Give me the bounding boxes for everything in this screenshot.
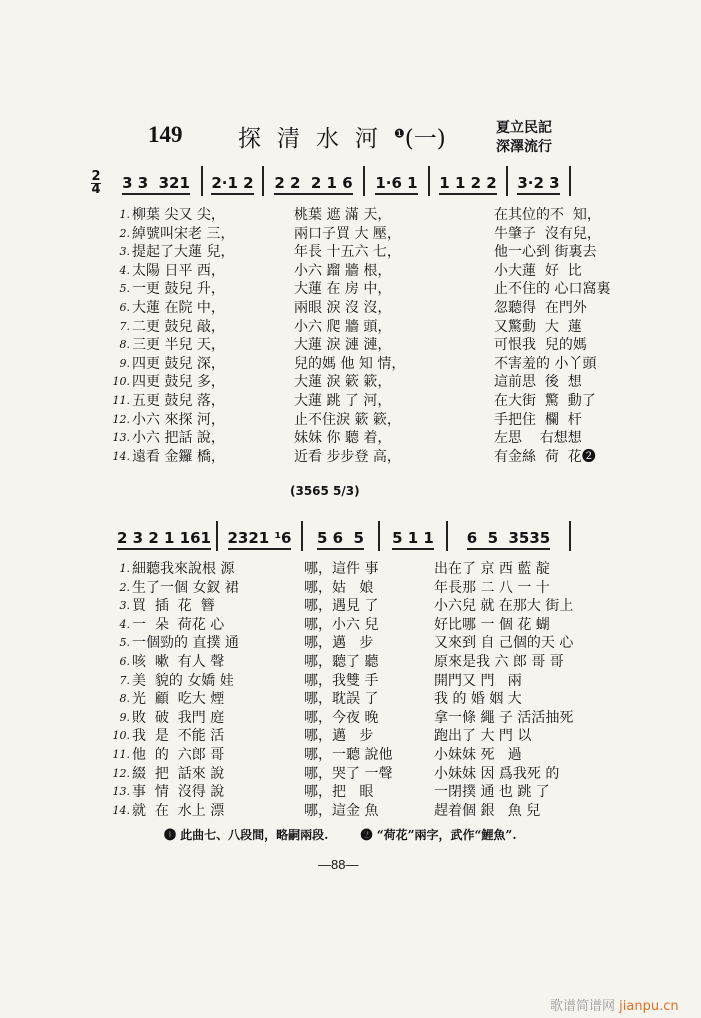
- verse-line: [108, 448, 694, 467]
- verses-section-1: [108, 206, 694, 466]
- lyric-segment: 哪，哭了 一聲: [304, 765, 393, 782]
- lyric-segment: 跑出了 大 門 以: [434, 728, 532, 745]
- verse-line: [108, 355, 694, 374]
- lyric-segment: 柳葉 尖又 尖，: [132, 207, 225, 223]
- barline: [428, 166, 430, 196]
- interlude: (3565 5/3): [290, 484, 360, 498]
- lyric-segment: 就 在 水上 漂: [132, 802, 225, 819]
- lyric-segment: 大蓮 淚 簌 簌，: [294, 374, 392, 391]
- verse-number: 2.: [119, 226, 130, 240]
- measure-8-box: [220, 528, 299, 550]
- lyric-segment: 買 插 花 簪: [132, 598, 215, 615]
- barline: [216, 521, 218, 551]
- lyric-segment: 遠看 金鑼 橋，: [132, 448, 225, 465]
- lyric-segment: 開門又 門 兩: [434, 672, 522, 689]
- verse-line: [108, 746, 694, 765]
- verse-number: 12.: [112, 412, 130, 426]
- lyric-segment: 一更 鼓兒 升，: [132, 281, 225, 298]
- verse-number: 13.: [112, 431, 130, 445]
- footnote-2: ❷ “荷花”兩字，武作“鯉魚”.: [360, 828, 517, 842]
- verse-number: 8.: [119, 338, 130, 352]
- verse-number: 14.: [112, 803, 130, 817]
- verse-line: [108, 727, 694, 746]
- verse-line: [108, 765, 694, 784]
- verse-line: [108, 579, 694, 598]
- lyric-segment: 哪，我雙 手: [304, 672, 379, 689]
- verse-number: 2.: [119, 580, 130, 594]
- verse-line: [108, 690, 694, 709]
- verse-line: [108, 597, 694, 616]
- lyric-segment: 忽聽得 在門外: [494, 299, 587, 316]
- time-top: 2: [91, 169, 101, 184]
- measure-8: 2321 ¹6: [228, 529, 292, 550]
- lyric-segment: 止不住淚 簌 簌，: [294, 411, 401, 428]
- lyric-segment: 哪，今夜 晚: [304, 709, 379, 726]
- lyric-segment: 細聽我來說根 源: [132, 561, 235, 577]
- verse-line: [108, 336, 694, 355]
- verse-number: 11.: [112, 747, 130, 761]
- lyric-segment: 哪，邁 步: [304, 635, 374, 652]
- verse-number: 12.: [112, 766, 130, 780]
- lyric-segment: 在大街 驚 動了: [494, 392, 596, 409]
- lyric-segment: 大蓮 在 房 中，: [294, 281, 392, 298]
- lyric-segment: 桃葉 遮 滿 天，: [294, 207, 392, 223]
- measure-11-box: [450, 528, 567, 550]
- credits: [496, 119, 552, 157]
- watermark: [550, 995, 679, 1014]
- barline: [569, 521, 571, 551]
- measure-7-box: [114, 528, 214, 550]
- lyric-segment: 一 朵 荷花 心: [132, 616, 225, 633]
- verse-line: [108, 225, 694, 244]
- lyric-segment: 年長那 二 八 一 十: [434, 579, 550, 596]
- verse-number: 5.: [119, 282, 130, 296]
- measure-6: 3·2 3: [517, 174, 559, 195]
- lyric-segment: 小大蓮 好 比: [494, 262, 582, 279]
- watermark-url: jianpu.cn: [619, 999, 679, 1014]
- measure-9: 5 6 5: [317, 529, 364, 550]
- measure-10: 5 1 1: [392, 529, 434, 550]
- lyric-segment: 我 的 婚 姻 大: [434, 691, 522, 708]
- lyric-segment: 小妹妹 死 過: [434, 746, 522, 763]
- verse-number: 10.: [112, 729, 130, 743]
- lyric-segment: 出在了 京 西 藍 靛: [434, 561, 550, 577]
- lyric-segment: 他一心到 街裏去: [494, 244, 597, 261]
- lyric-segment: 小六 蹓 牆 根，: [294, 262, 392, 279]
- lyric-segment: 不害羞的 小丫頭: [494, 355, 597, 372]
- lyric-segment: 二更 鼓兒 敲，: [132, 318, 225, 335]
- lyric-segment: 敗 破 我門 庭: [132, 709, 225, 726]
- lyric-segment: 好比哪 一 個 花 蝴: [434, 616, 550, 633]
- measure-6-box: [510, 173, 567, 195]
- lyric-segment: 趕着個 銀 魚 兒: [434, 802, 541, 819]
- verse-number: 6.: [119, 300, 130, 314]
- measure-2: 2·1 2: [211, 174, 253, 195]
- song-title: [238, 120, 446, 153]
- measure-1: 3 3 321: [122, 174, 190, 195]
- measure-11: 6 5 3535: [467, 529, 551, 550]
- lyric-segment: 咳 嗽 有人 聲: [132, 653, 225, 670]
- lyric-segment: 綴 把 話來 說: [132, 765, 225, 782]
- barline: [506, 166, 508, 196]
- barline: [262, 166, 264, 196]
- measure-4-box: [367, 173, 426, 195]
- lyric-segment: 妹妹 你 聽 着，: [294, 430, 392, 447]
- verse-number: 7.: [119, 319, 130, 333]
- verse-line: [108, 243, 694, 262]
- verse-line: [108, 392, 694, 411]
- verse-line: [108, 672, 694, 691]
- barline: [301, 521, 303, 551]
- lyric-segment: 哪，邁 步: [304, 728, 374, 745]
- lyric-segment: 提起了大蓮 兒，: [132, 244, 235, 261]
- verse-line: [108, 318, 694, 337]
- verse-number: 4.: [119, 617, 130, 631]
- measure-7: 2 3 2 1 161: [117, 529, 211, 550]
- verse-line: [108, 411, 694, 430]
- verse-number: 3.: [119, 245, 130, 259]
- verse-number: 7.: [119, 673, 130, 687]
- lyric-segment: 大蓮 跳 了 河，: [294, 392, 392, 409]
- lyric-segment: 哪，耽誤 了: [304, 691, 379, 708]
- lyric-segment: 太陽 日平 西，: [132, 262, 225, 279]
- lyric-segment: 哪，姑 娘: [304, 579, 374, 596]
- verse-line: [108, 616, 694, 635]
- lyric-segment: 哪，一聽 說他: [304, 746, 393, 763]
- lyric-segment: 我 是 不能 活: [132, 728, 225, 745]
- verse-line: [108, 653, 694, 672]
- lyric-segment: 可恨我 兒的媽: [494, 337, 587, 354]
- lyric-segment: 哪，遇見 了: [304, 598, 379, 615]
- time-signature: [91, 171, 101, 196]
- lyric-segment: 哪，聽了 聽: [304, 653, 379, 670]
- lyric-segment: 生了一個 女釵 裙: [132, 579, 239, 596]
- verse-line: [108, 709, 694, 728]
- verse-number: 5.: [119, 636, 130, 650]
- measure-3: 2 2 2 1 6: [274, 174, 352, 195]
- verse-number: 1.: [119, 208, 130, 221]
- verse-line: [108, 262, 694, 281]
- lyric-segment: 兩口子買 大 壓，: [294, 225, 401, 242]
- lyric-segment: 綽號叫宋老 三，: [132, 225, 235, 242]
- verse-line: [108, 280, 694, 299]
- measure-10-box: [382, 528, 444, 550]
- verse-number: 6.: [119, 654, 130, 668]
- lyric-segment: 在其位的不 知，: [494, 207, 601, 223]
- lyric-segment: 小妹妹 因 爲我死 的: [434, 765, 560, 782]
- lyric-segment: 兩眼 淚 沒 沒，: [294, 299, 392, 316]
- lyric-segment: 一閉撲 通 也 跳 了: [434, 784, 550, 801]
- verses-section-2: [108, 560, 694, 820]
- lyric-segment: 大蓮 在院 中，: [132, 299, 225, 316]
- lyric-segment: 左思 右想想: [494, 430, 582, 447]
- measure-9-box: [305, 528, 376, 550]
- measure-5-box: [432, 173, 504, 195]
- lyric-segment: 一個勁的 直撲 通: [132, 635, 239, 652]
- page-number: —88—: [318, 857, 359, 872]
- verse-line: [108, 373, 694, 392]
- lyric-segment: 止不住的 心口窩裏: [494, 281, 611, 298]
- lyric-segment: 四更 鼓兒 多，: [132, 374, 225, 391]
- verse-number: 11.: [112, 393, 130, 407]
- measure-3-box: [266, 173, 361, 195]
- time-bottom: 4: [91, 182, 101, 197]
- lyric-segment: 這前思 後 想: [494, 374, 582, 391]
- verse-number: 14.: [112, 449, 130, 463]
- lyric-segment: 小六 來探 河，: [132, 411, 225, 428]
- verse-line: [108, 299, 694, 318]
- lyric-segment: 手把住 欄 杆: [494, 411, 582, 428]
- verse-number: 13.: [112, 785, 130, 799]
- barline: [363, 166, 365, 196]
- verse-number: 8.: [119, 692, 130, 706]
- barline: [378, 521, 380, 551]
- title-text: 探清水河: [238, 126, 394, 152]
- title-suffix: (一): [404, 126, 446, 152]
- watermark-text: 歌谱简谱网: [550, 999, 616, 1014]
- lyric-segment: 哪，這件 事: [304, 561, 379, 577]
- lyric-segment: 有金絲 荷 花❷: [494, 448, 596, 465]
- barline: [446, 521, 448, 551]
- verse-line: [108, 802, 694, 821]
- verse-line: [108, 206, 694, 225]
- lyric-segment: 小六兒 就 在那大 街上: [434, 598, 574, 615]
- verse-number: 1.: [119, 562, 130, 575]
- lyric-segment: 哪，小六 兒: [304, 616, 379, 633]
- lyric-segment: 年長 十五六 七，: [294, 244, 401, 261]
- lyric-segment: 小六 把話 說，: [132, 430, 225, 447]
- measure-4: 1·6 1: [375, 174, 417, 195]
- lyric-segment: 小六 爬 牆 頭，: [294, 318, 392, 335]
- lyric-segment: 他 的 六郎 哥: [132, 746, 225, 763]
- credit-region: 深澤流行: [496, 139, 552, 155]
- lyric-segment: 事 情 沒得 說: [132, 784, 225, 801]
- footnotes: [164, 826, 545, 843]
- credit-recorder: 夏立民記: [496, 120, 552, 136]
- lyric-segment: 拿一條 繩 子 活活抽死: [434, 709, 574, 726]
- verse-number: 4.: [119, 263, 130, 277]
- lyric-segment: 哪，把 眼: [304, 784, 374, 801]
- lyric-segment: 美 貌的 女嬌 娃: [132, 672, 234, 689]
- title-footnote-mark: ❶: [394, 126, 405, 141]
- barline: [569, 166, 571, 196]
- measure-5: 1 1 2 2: [439, 174, 496, 195]
- lyric-segment: 原來是我 六 郎 哥 哥: [434, 653, 564, 670]
- lyric-segment: 哪，這金 魚: [304, 802, 379, 819]
- verse-line: [108, 783, 694, 802]
- song-number: 149: [148, 122, 183, 147]
- verse-line: [108, 560, 694, 579]
- lyric-segment: 近看 步步登 高，: [294, 448, 401, 465]
- verse-line: [108, 634, 694, 653]
- lyric-segment: 又來到 自 己個的天 心: [434, 635, 574, 652]
- lyric-segment: 又驚動 大 蓮: [494, 318, 582, 335]
- verse-number: 3.: [119, 599, 130, 613]
- lyric-segment: 牛肇子 沒有兒，: [494, 225, 601, 242]
- lyric-segment: 三更 半兒 天，: [132, 337, 225, 354]
- verse-number: 9.: [119, 356, 130, 370]
- measure-1-box: [113, 173, 199, 195]
- lyric-segment: 五更 鼓兒 落，: [132, 392, 225, 409]
- verse-line: [108, 429, 694, 448]
- measure-2-box: [205, 173, 260, 195]
- lyric-segment: 兒的媽 他 知 情，: [294, 355, 406, 372]
- barline: [201, 166, 203, 196]
- lyric-segment: 四更 鼓兒 深，: [132, 355, 225, 372]
- footnote-1: ❶ 此曲七、八段間，略嗣兩段.: [164, 828, 329, 842]
- lyric-segment: 光 顧 吃大 煙: [132, 691, 225, 708]
- verse-number: 10.: [112, 375, 130, 389]
- lyric-segment: 大蓮 淚 漣 漣，: [294, 337, 392, 354]
- verse-number: 9.: [119, 710, 130, 724]
